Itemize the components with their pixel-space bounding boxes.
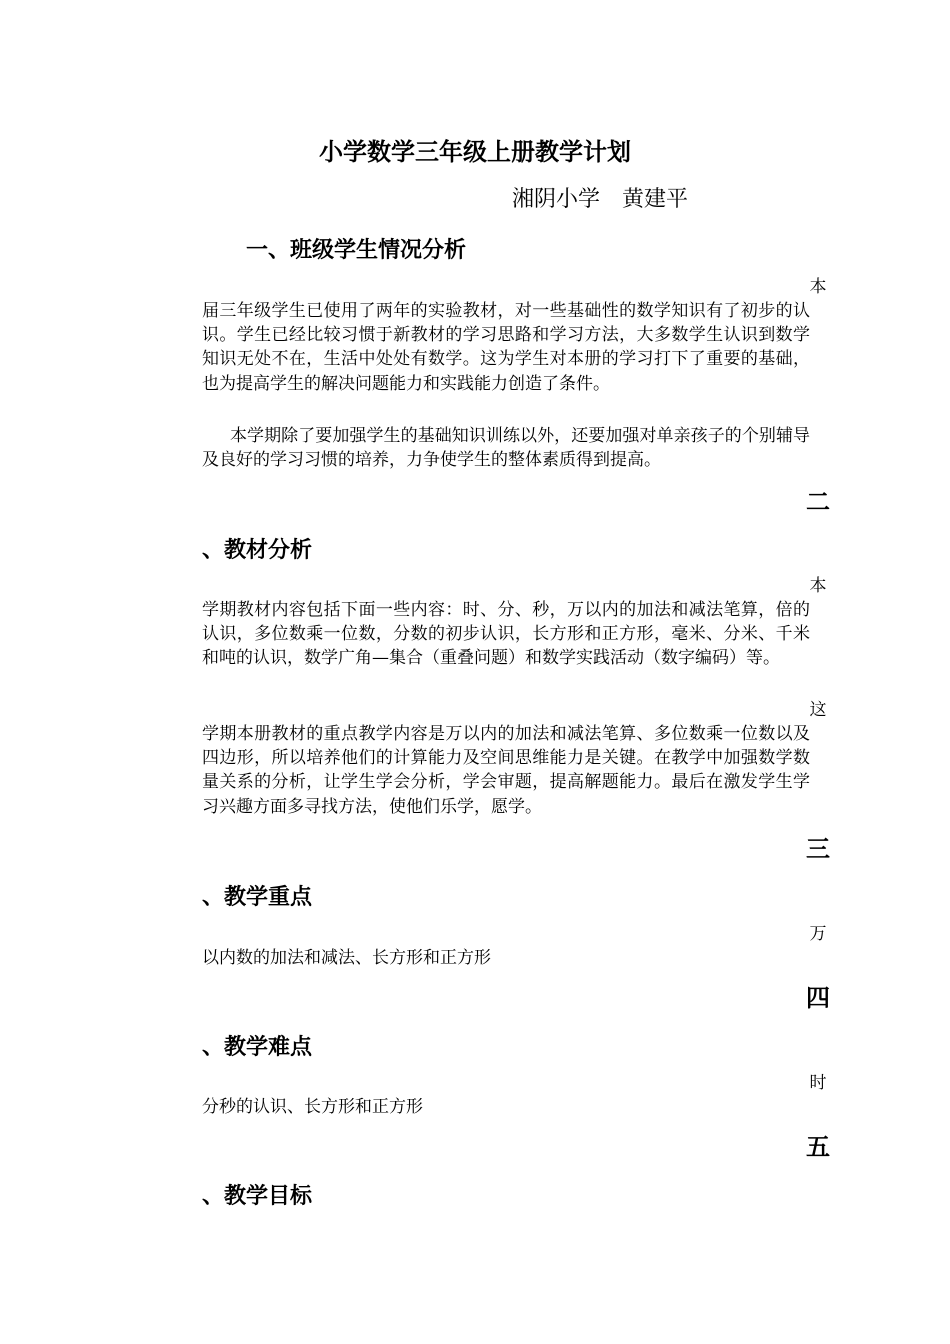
section-2-margin-char-1: 本	[809, 576, 827, 596]
section-1-heading: 一、班级学生情况分析	[246, 237, 467, 263]
document-title: 小学数学三年级上册教学计划	[319, 137, 631, 166]
section-2-heading: 、教材分析	[202, 537, 313, 563]
section-1-paragraph-1: 届三年级学生已使用了两年的实验教材，对一些基础性的数学知识有了初步的认识。学生已经比较习惯于新教材的学习思路和学习方法，大多数学生认识到数学知识无处不在，生活中处处有数学。这为学生对本册的学习打下了重要的基础，也为提高学生的解决问题能力和实践能力创造了条件。	[202, 301, 810, 394]
section-2-heading-lead: 二	[806, 487, 830, 516]
section-5-heading-lead: 五	[806, 1132, 830, 1161]
section-2-paragraph-1: 学期教材内容包括下面一些内容：时、分、秒，万以内的加法和减法笔算，倍的认识，多位数乘一位数，分数的初步认识，长方形和正方形，毫米、分米、千米和吨的认识，数学广角—集合（重叠问题）和数学实践活动（数字编码）等。	[202, 600, 810, 669]
section-1-paragraph-2: 本学期除了要加强学生的基础知识训练以外，还要加强对单亲孩子的个别辅导及良好的学习习惯的培养，力争使学生的整体素质得到提高。	[202, 426, 810, 471]
section-3-heading: 、教学重点	[202, 884, 313, 910]
document-author: 湘阴小学 黄建平	[512, 187, 689, 212]
section-3-margin-char: 万	[809, 924, 827, 944]
section-2-paragraph-2: 学期本册教材的重点教学内容是万以内的加法和减法笔算、多位数乘一位数以及四边形，所以培养他们的计算能力及空间思维能力是关键。在教学中加强数学数量关系的分析，让学生学会分析，学会审题，提高解题能力。最后在激发学生学习兴趣方面多寻找方法，使他们乐学，愿学。	[202, 724, 810, 817]
section-2-margin-char-2: 这	[809, 700, 827, 720]
section-4-margin-char: 时	[809, 1073, 827, 1093]
section-4-heading: 、教学难点	[202, 1034, 313, 1060]
section-1-margin-char: 本	[809, 277, 827, 297]
section-5-heading: 、教学目标	[202, 1183, 313, 1209]
section-3-heading-lead: 三	[806, 834, 830, 863]
section-3-paragraph: 以内数的加法和减法、长方形和正方形	[202, 948, 491, 968]
section-4-paragraph: 分秒的认识、长方形和正方形	[202, 1097, 423, 1117]
section-4-heading-lead: 四	[806, 983, 830, 1012]
